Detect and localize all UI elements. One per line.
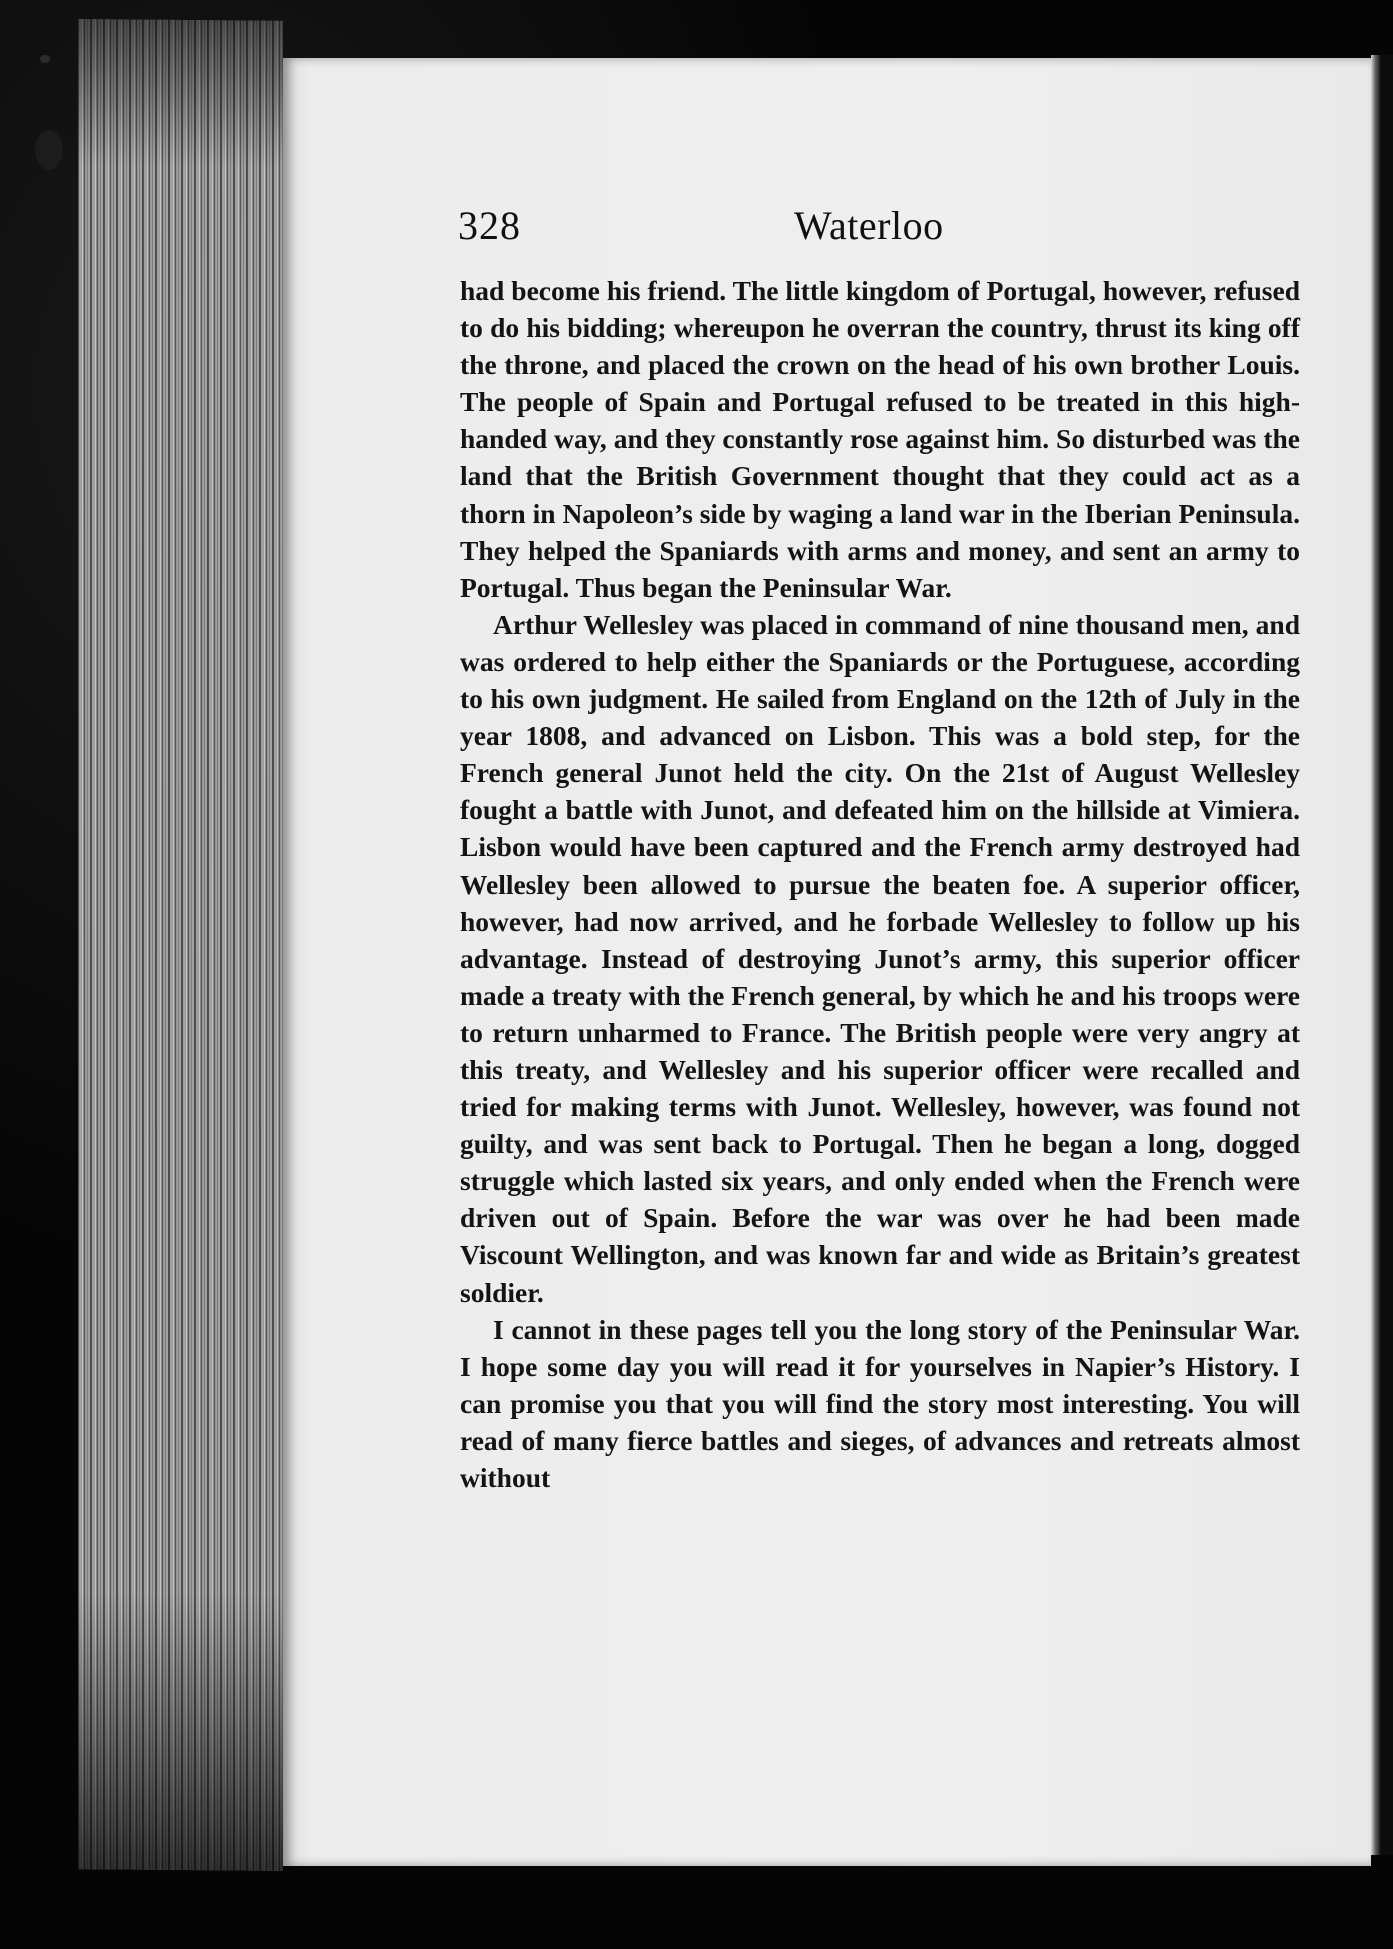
page-number: 328 [458,203,521,248]
paragraph: had become his friend. The little kingdom of Portugal, however, refused to do his bidding; whereupon he overran the country, thrust its king off the throne, and placed the crown on the head of his own brother Louis. The people of Spain and Portugal refused to be treated in this high-handed way, and they constantly rose against him. So disturbed was the land that the British Government thought that they could act as a thorn in Napoleon’s side by waging a land war in the Iberian Peninsula. They helped the Spaniards with arms and money, and sent an army to Portugal. Thus began the Peninsular War. [460,275,1300,603]
book-page-edges [78,19,283,1871]
page-header [458,202,1318,258]
running-title: Waterloo [794,203,944,248]
body-text [460,272,1300,1496]
film-speck [40,55,50,63]
paragraph: I cannot in these pages tell you the long story of the Peninsular War. I hope some day you will read it for yourselves in Napier’s History. I can promise you that you will find the story most interesting. You will read of many fierce battles and sieges, of advances and retreats almost without [460,1313,1300,1493]
film-speck [35,130,63,170]
paragraph: Arthur Wellesley was placed in command of nine thousand men, and was ordered to help either the Spaniards or the Portuguese, according to his own judgment. He sailed from England on the 12th of July in the year 1808, and advanced on Lisbon. This was a bold step, for the French general Junot held the city. On the 21st of August Wellesley fought a battle with Junot, and defeated him on the hillside at Vimiera. Lisbon would have been captured and the French army destroyed had Wellesley been allowed to pursue the beaten foe. A superior officer, however, had now arrived, and he forbade Wellesley to follow up his advantage. Instead of destroying Junot’s army, this superior officer made a treaty with the French general, by which he and his troops were to return unharmed to France. The British people were very angry at this treaty, and Wellesley and his superior officer were recalled and tried for making terms with Junot. Wellesley, however, was found not guilty, and was sent back to Portugal. Then he began a long, dogged struggle which lasted six years, and only ended when the French were driven out of Spain. Before the war was over he had been made Viscount Wellington, and was known far and wide as Britain’s greatest soldier. [460,608,1300,1308]
facing-page-edge [1371,55,1393,1855]
